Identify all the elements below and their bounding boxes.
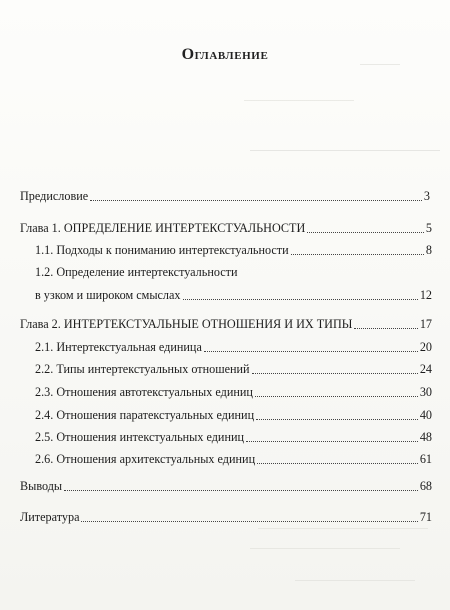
dot-leader — [246, 441, 418, 442]
toc-entry-page: 17 — [419, 317, 432, 331]
toc-entry-label-line2: в узком и широком смыслах — [35, 288, 181, 302]
dot-leader — [291, 254, 424, 255]
dot-leader — [252, 373, 418, 374]
dot-leader — [257, 463, 418, 464]
dot-leader — [90, 200, 422, 201]
toc-entry-chapter-1[interactable] — [20, 221, 432, 236]
toc-entry-chapter-2[interactable] — [20, 317, 432, 332]
dot-leader — [256, 419, 418, 420]
toc-entry-label: 2.3. Отношения автотекстуальных единиц — [35, 385, 253, 399]
toc-entry-page: 8 — [425, 243, 432, 257]
toc-entry-page: 3 — [423, 189, 430, 203]
toc-entry-page: 20 — [419, 340, 432, 354]
toc-entry-label: 1.1. Подходы к пониманию интертекстуальности — [35, 243, 289, 257]
toc-entry-2-3[interactable] — [35, 385, 432, 400]
toc-entry-literature[interactable] — [20, 510, 432, 525]
toc-entry-page: 48 — [419, 430, 432, 444]
toc-entry-page: 30 — [419, 385, 432, 399]
dot-leader — [255, 396, 418, 397]
toc-entry-2-4[interactable] — [35, 408, 432, 423]
toc-entry-label: Литература — [20, 510, 80, 524]
dot-leader — [183, 299, 418, 300]
toc-entry-page: 71 — [419, 510, 432, 524]
dot-leader — [81, 521, 417, 522]
toc-entry-preface[interactable] — [20, 189, 430, 204]
toc-entry-label: 2.5. Отношения интекстуальных единиц — [35, 430, 245, 444]
toc-entry-label: Глава 1. ОПРЕДЕЛЕНИЕ ИНТЕРТЕКСТУАЛЬНОСТИ — [20, 221, 306, 235]
toc-entry-2-5[interactable] — [35, 430, 432, 445]
toc-entry-page: 40 — [419, 408, 432, 422]
toc-entry-label-line1: 1.2. Определение интертекстуальности — [35, 265, 238, 279]
dot-leader — [204, 351, 418, 352]
toc-entry-label: 2.4. Отношения паратекстуальных единиц — [35, 408, 255, 422]
toc-entry-1-1[interactable] — [35, 243, 432, 258]
dot-leader — [307, 232, 424, 233]
toc-entry-line2 — [35, 288, 432, 303]
toc-entry-2-2[interactable] — [35, 362, 432, 377]
toc-entry-page: 68 — [419, 479, 432, 493]
toc-entry-label: Выводы — [20, 479, 63, 493]
toc-entry-2-1[interactable] — [35, 340, 432, 355]
toc-entry-2-6[interactable] — [35, 452, 432, 467]
toc-entry-label: 2.2. Типы интертекстуальных отношений — [35, 362, 250, 376]
toc-entry-label: Глава 2. ИНТЕРТЕКСТУАЛЬНЫЕ ОТНОШЕНИЯ И ИХ ТИПЫ — [20, 317, 353, 331]
toc-entry-1-2[interactable] — [35, 265, 432, 303]
dot-leader — [64, 490, 418, 491]
toc-entry-page: 5 — [425, 221, 432, 235]
toc-entry-label: 2.1. Интертекстуальная единица — [35, 340, 202, 354]
toc-entry-label: 2.6. Отношения архитекстуальных единиц — [35, 452, 256, 466]
toc-entry-conclusions[interactable] — [20, 479, 432, 494]
toc-entry-page: 24 — [419, 362, 432, 376]
toc-entry-page: 12 — [419, 288, 432, 302]
page-title: Оглавление — [181, 46, 269, 63]
toc-entry-label: Предисловие — [20, 189, 89, 203]
toc-entry-page: 61 — [419, 452, 432, 466]
dot-leader — [354, 328, 417, 329]
